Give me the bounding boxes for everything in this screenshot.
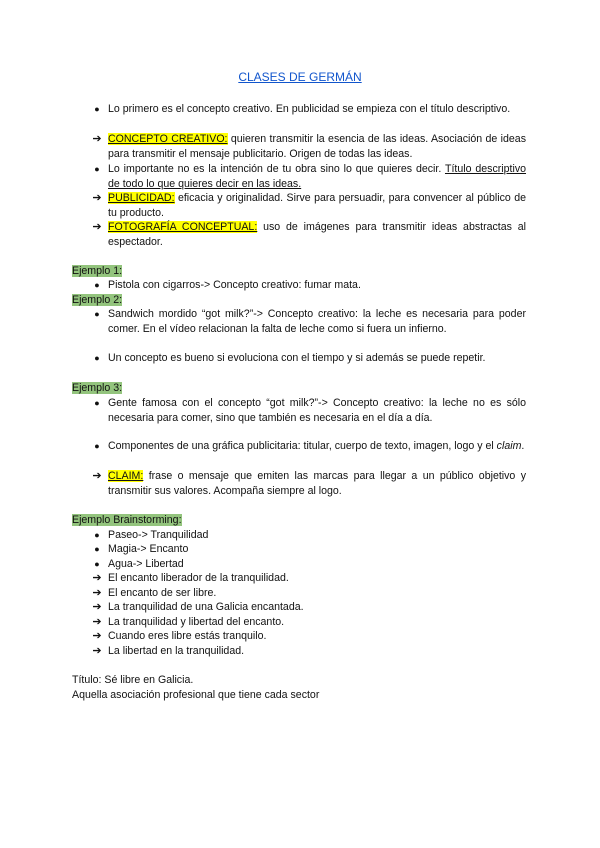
italic-term: claim (496, 440, 522, 452)
section-heading: Ejemplo 2: (72, 294, 123, 306)
item-text: La libertad en la tranquilidad. (108, 645, 245, 657)
list-item (90, 396, 526, 425)
arrow-marker: ➔ (92, 133, 102, 145)
list-item (90, 191, 526, 220)
arrow-marker: ➔ (92, 221, 102, 233)
highlight-label: FOTOGRAFÍA CONCEPTUAL: (108, 221, 258, 233)
item-text: El encanto de ser libre. (108, 587, 217, 599)
bullet-marker: ● (94, 530, 100, 540)
list-item (90, 278, 526, 293)
bullet-marker: ● (94, 280, 100, 290)
item-text: El encanto liberador de la tranquilidad. (108, 572, 289, 584)
list-item (90, 615, 526, 630)
item-text: Un concepto es bueno si evoluciona con el tiempo y si además se puede repetir. (108, 352, 486, 364)
highlight-label: CLAIM: (108, 470, 144, 482)
item-text: Componentes de una gráfica publicitaria: titular, cuerpo de texto, imagen, logo y el (108, 440, 497, 452)
arrow-marker: ➔ (92, 587, 102, 599)
list-item (90, 571, 526, 586)
bullet-marker: ● (94, 104, 100, 114)
list-item (90, 557, 526, 572)
bullet-marker: ● (94, 398, 100, 408)
item-text: quieren transmitir la esencia de las ideas. Asociación de ideas para transmitir el mensaje publicitario. Origen de todas las ideas. (108, 133, 527, 160)
arrow-marker: ➔ (92, 601, 102, 613)
list-item (90, 586, 526, 601)
list-item (90, 132, 526, 161)
item-text-end: . (521, 440, 525, 452)
highlight-label: CONCEPTO CREATIVO: (108, 133, 228, 145)
item-text: Pistola con cigarros-> Concepto creativo: fumar mata. (108, 279, 361, 291)
bullet-marker: ● (94, 164, 100, 174)
item-text: eficacia y originalidad. Sirve para persuadir, para convencer al público de tu producto. (108, 192, 526, 219)
arrow-marker: ➔ (92, 572, 102, 584)
item-text: Agua-> Libertad (108, 558, 184, 570)
arrow-marker: ➔ (92, 616, 102, 628)
section-heading: Ejemplo Brainstorming: (72, 514, 182, 526)
item-text: frase o mensaje que emiten las marcas para llegar a un público objetivo y transmitir sus valores. Acompaña siempre al logo. (108, 470, 526, 497)
list-item (90, 162, 526, 191)
list-item (90, 220, 526, 249)
arrow-marker: ➔ (92, 645, 102, 657)
list-item (90, 469, 526, 498)
page-title: CLASES DE GERMÁN (238, 70, 362, 84)
bullet-marker: ● (94, 544, 100, 554)
arrow-marker: ➔ (92, 470, 102, 482)
item-text: uso de imágenes para transmitir ideas abstractas al espectador. (108, 221, 527, 248)
section-heading: Ejemplo 1: (72, 265, 123, 277)
list-item (90, 528, 526, 543)
footer-line: Título: Sé libre en Galicia. (72, 674, 194, 686)
list-item (90, 307, 526, 336)
arrow-marker: ➔ (92, 192, 102, 204)
item-text: Gente famosa con el concepto “got milk?”-> Concepto creativo: la leche no es sólo necesaria para comer, sino que también es necesaria en el día a día. (108, 397, 526, 424)
item-text: Lo importante no es la intención de tu obra sino lo que quieres decir. (108, 163, 445, 175)
list-item (90, 542, 526, 557)
list-item (90, 351, 526, 366)
list-item (90, 102, 526, 117)
highlight-label: PUBLICIDAD: (108, 192, 175, 204)
bullet-marker: ● (94, 353, 100, 363)
item-text: La tranquilidad de una Galicia encantada. (108, 601, 304, 613)
section-heading: Ejemplo 3: (72, 382, 123, 394)
bullet-marker: ● (94, 441, 100, 451)
list-item (90, 644, 526, 659)
item-text: Paseo-> Tranquilidad (108, 529, 209, 541)
item-text: La tranquilidad y libertad del encanto. (108, 616, 285, 628)
item-text: Sandwich mordido “got milk?”-> Concepto creativo: la leche es necesaria para poder comer. En el vídeo relacionan la falta de leche como si fuera un infierno. (108, 308, 526, 335)
list-item (90, 629, 526, 644)
item-text: Lo primero es el concepto creativo. En publicidad se empieza con el título descriptivo. (108, 103, 511, 115)
bullet-marker: ● (94, 309, 100, 319)
list-item (90, 439, 526, 454)
bullet-marker: ● (94, 559, 100, 569)
list-item (90, 600, 526, 615)
underlined-text: Título descriptivo de todo lo que quieres decir en las ideas. (108, 163, 527, 190)
item-text: Magia-> Encanto (108, 543, 189, 555)
item-text: Cuando eres libre estás tranquilo. (108, 630, 267, 642)
arrow-marker: ➔ (92, 630, 102, 642)
footer-line: Aquella asociación profesional que tiene cada sector (72, 689, 320, 701)
